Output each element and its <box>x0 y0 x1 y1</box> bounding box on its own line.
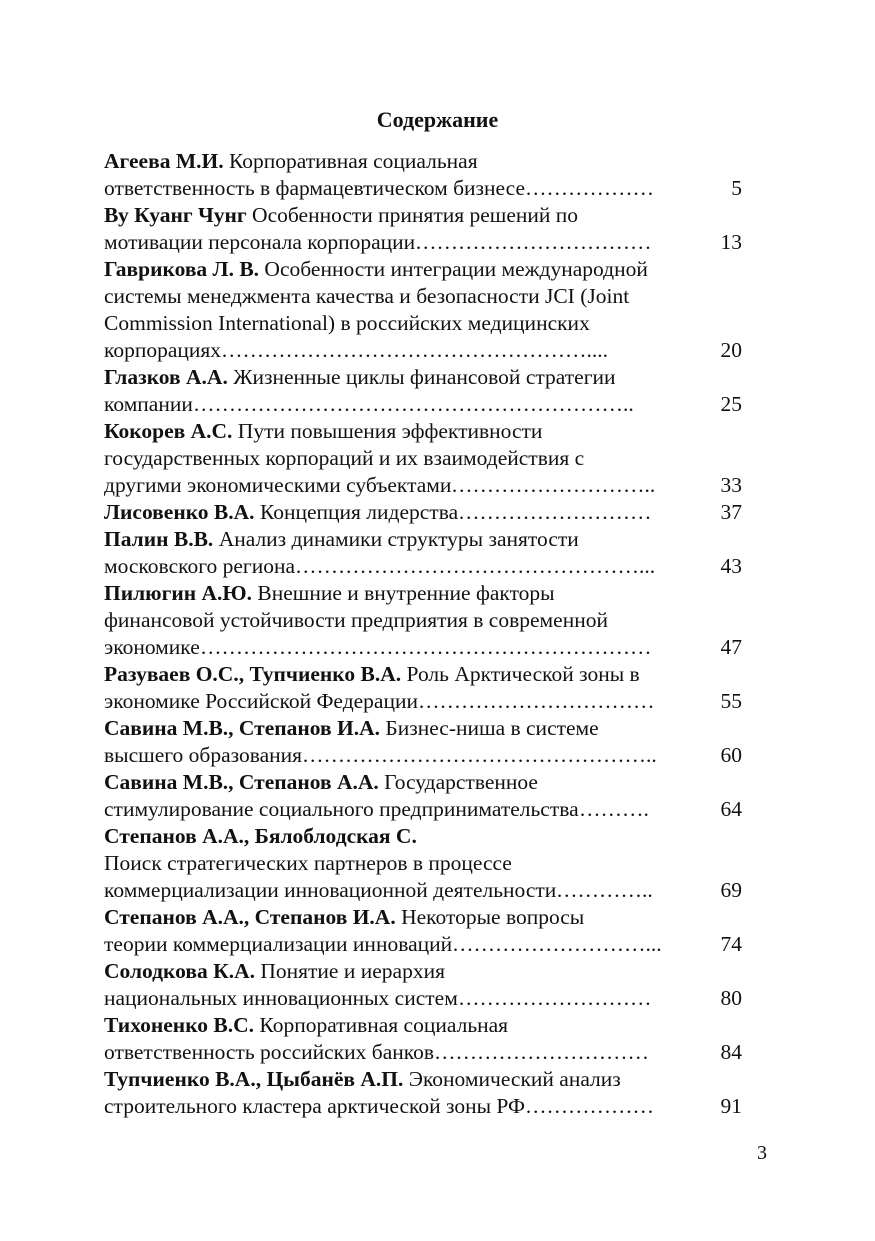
toc-title: московского региона <box>104 554 296 578</box>
toc-title: Особенности принятия решений по <box>246 203 579 227</box>
toc-page-number: 33 <box>720 473 742 497</box>
toc-title: Пути повышения эффективности <box>232 419 543 443</box>
toc-leader-dots: …………………………………………….... <box>221 338 608 362</box>
toc-leader-dots: …………………………… <box>415 230 652 254</box>
toc-line <box>104 904 744 931</box>
toc-title: национальных инновационных систем <box>104 986 458 1010</box>
toc-title: системы менеджмента качества и безопасности JCI (Joint <box>104 284 630 308</box>
toc-entry[interactable] <box>104 958 744 1012</box>
toc-page-number: 74 <box>720 932 742 956</box>
toc-entry[interactable] <box>104 526 744 580</box>
toc-title: Commission International) в российских медицинских <box>104 311 590 335</box>
toc-leader-dots: ………………………… <box>434 1040 649 1064</box>
toc-author: Агеева М.И. <box>104 149 224 173</box>
toc-line <box>104 499 744 526</box>
toc-title: Анализ динамики структуры занятости <box>213 527 579 551</box>
toc-line <box>104 958 744 985</box>
toc-author: Гаврикова Л. В. <box>104 257 260 281</box>
toc-author: Разуваев О.С., Тупчиенко В.А. <box>104 662 402 686</box>
toc-title: ответственность в фармацевтическом бизнесе <box>104 176 525 200</box>
toc-title: другими экономическими субъектами <box>104 473 452 497</box>
toc-leader-dots: ………….. <box>556 878 653 902</box>
toc-author: Степанов А.А., Степанов И.А. <box>104 905 396 929</box>
page-title: Содержание <box>376 107 499 132</box>
toc-line <box>104 1039 744 1066</box>
toc-entry[interactable] <box>104 1066 744 1120</box>
toc-leader-dots: …………………………………………... <box>295 554 656 578</box>
toc-line <box>104 553 744 580</box>
table-of-contents <box>104 148 744 1120</box>
toc-line <box>104 877 744 904</box>
toc-line <box>104 607 744 634</box>
toc-line <box>104 715 744 742</box>
toc-line <box>104 688 744 715</box>
toc-title: Бизнес-ниша в системе <box>380 716 599 740</box>
toc-title: Поиск стратегических партнеров в процессе <box>104 851 512 875</box>
toc-entry[interactable] <box>104 769 744 823</box>
toc-page-number: 5 <box>731 176 742 200</box>
toc-line <box>104 391 744 418</box>
toc-title: Корпоративная социальная <box>254 1013 509 1037</box>
toc-line <box>104 931 744 958</box>
toc-author: Солодкова К.А. <box>104 959 255 983</box>
toc-title: Жизненные циклы финансовой стратегии <box>227 365 616 389</box>
toc-line-text <box>104 499 458 526</box>
toc-entry[interactable] <box>104 823 744 904</box>
toc-title: строительного кластера арктической зоны РФ <box>104 1094 526 1118</box>
toc-title: Корпоративная социальная <box>223 149 478 173</box>
toc-page-number: 43 <box>720 554 742 578</box>
toc-page-number: 25 <box>720 392 742 416</box>
toc-entry[interactable] <box>104 256 744 364</box>
toc-leader-dots: ………………………………………….. <box>302 743 657 767</box>
toc-page-number: 37 <box>720 500 742 524</box>
toc-line <box>104 472 744 499</box>
toc-author: Палин В.В. <box>104 527 214 551</box>
toc-line <box>104 850 744 877</box>
toc-title: высшего образования <box>104 743 303 767</box>
toc-author: Савина М.В., Степанов А.А. <box>104 770 379 794</box>
toc-page-number: 55 <box>720 689 742 713</box>
toc-title: компании <box>104 392 193 416</box>
toc-line <box>104 634 744 661</box>
toc-entry[interactable] <box>104 580 744 661</box>
toc-entry[interactable] <box>104 661 744 715</box>
toc-line <box>104 337 744 364</box>
toc-leader-dots: ………………………... <box>452 932 662 956</box>
toc-line <box>104 256 744 283</box>
toc-page-number: 80 <box>720 986 742 1010</box>
toc-line <box>104 1093 744 1120</box>
toc-title: ответственность российских банков <box>104 1040 435 1064</box>
toc-title: экономике <box>104 635 200 659</box>
toc-line <box>104 1066 744 1093</box>
toc-author: Ву Куанг Чунг <box>104 203 247 227</box>
toc-line <box>104 445 744 472</box>
toc-line <box>104 796 744 823</box>
toc-page-number: 13 <box>720 230 742 254</box>
toc-author: Кокорев А.С. <box>104 419 233 443</box>
toc-page-number: 60 <box>720 743 742 767</box>
toc-author: Савина М.В., Степанов И.А. <box>104 716 380 740</box>
toc-leader-dots: ……………… <box>525 176 654 200</box>
toc-line <box>104 580 744 607</box>
toc-title: корпорациях <box>104 338 222 362</box>
toc-line <box>104 823 744 850</box>
toc-entry[interactable] <box>104 418 744 499</box>
toc-page-number: 84 <box>720 1040 742 1064</box>
toc-author: Лисовенко В.А. <box>104 500 255 524</box>
toc-line <box>104 985 744 1012</box>
toc-leader-dots: …………………………… <box>418 689 655 713</box>
toc-author: Тупчиенко В.А., Цыбанёв А.П. <box>104 1067 404 1091</box>
toc-title: Понятие и иерархия <box>254 959 445 983</box>
toc-author: Пилюгин А.Ю. <box>104 581 253 605</box>
toc-page-number: 47 <box>720 635 742 659</box>
toc-line <box>104 229 744 256</box>
toc-title: стимулирование социального предпринимательства <box>104 797 579 821</box>
toc-page-number: 64 <box>720 797 742 821</box>
toc-line <box>104 418 744 445</box>
toc-title: Некоторые вопросы <box>395 905 585 929</box>
toc-leader-dots: ………. <box>579 797 649 821</box>
toc-line <box>104 364 744 391</box>
toc-title: коммерциализации инновационной деятельности <box>104 878 557 902</box>
toc-author: Тихоненко В.С. <box>104 1013 255 1037</box>
toc-entry[interactable] <box>104 202 744 256</box>
toc-title: экономике Российской Федерации <box>104 689 418 713</box>
toc-title: государственных корпораций и их взаимодействия с <box>104 446 585 470</box>
toc-line <box>104 742 744 769</box>
toc-page-number: 91 <box>720 1094 742 1118</box>
toc-entry[interactable] <box>104 1012 744 1066</box>
toc-entry[interactable] <box>104 904 744 958</box>
toc-line <box>104 175 744 202</box>
toc-author: Глазков А.А. <box>104 365 228 389</box>
toc-page-number: 20 <box>720 338 742 362</box>
toc-title: Концепция лидерства <box>254 500 459 524</box>
toc-leader-dots: ……………………… <box>458 986 652 1010</box>
toc-line <box>104 661 744 688</box>
toc-title: Роль Арктической зоны в <box>401 662 640 686</box>
toc-entry[interactable] <box>104 499 744 526</box>
toc-entry[interactable] <box>104 364 744 418</box>
toc-line <box>104 526 744 553</box>
toc-title: Внешние и внутренние факторы <box>252 581 555 605</box>
toc-line <box>104 769 744 796</box>
toc-title: теории коммерциализации инноваций <box>104 932 453 956</box>
toc-title: Государственное <box>378 770 538 794</box>
toc-author: Степанов А.А., Бялоблодская С. <box>104 824 417 848</box>
toc-leader-dots: …………………………………………………….. <box>193 392 634 416</box>
toc-leader-dots: ……………………….. <box>451 473 656 497</box>
toc-line <box>104 1012 744 1039</box>
toc-title: мотивации персонала корпорации <box>104 230 416 254</box>
toc-title: Экономический анализ <box>403 1067 621 1091</box>
toc-line <box>104 310 744 337</box>
toc-entry[interactable] <box>104 148 744 202</box>
page-number: 3 <box>757 1142 767 1164</box>
toc-line <box>104 148 744 175</box>
toc-title: Особенности интеграции международной <box>259 257 648 281</box>
toc-title: финансовой устойчивости предприятия в современной <box>104 608 608 632</box>
toc-page-number: 69 <box>720 878 742 902</box>
toc-leader-dots: ……………………… <box>458 500 652 524</box>
toc-leader-dots: ……………… <box>525 1094 654 1118</box>
toc-line <box>104 283 744 310</box>
toc-leader-dots: ……………………………………………………… <box>200 635 652 659</box>
toc-entry[interactable] <box>104 715 744 769</box>
toc-line <box>104 202 744 229</box>
